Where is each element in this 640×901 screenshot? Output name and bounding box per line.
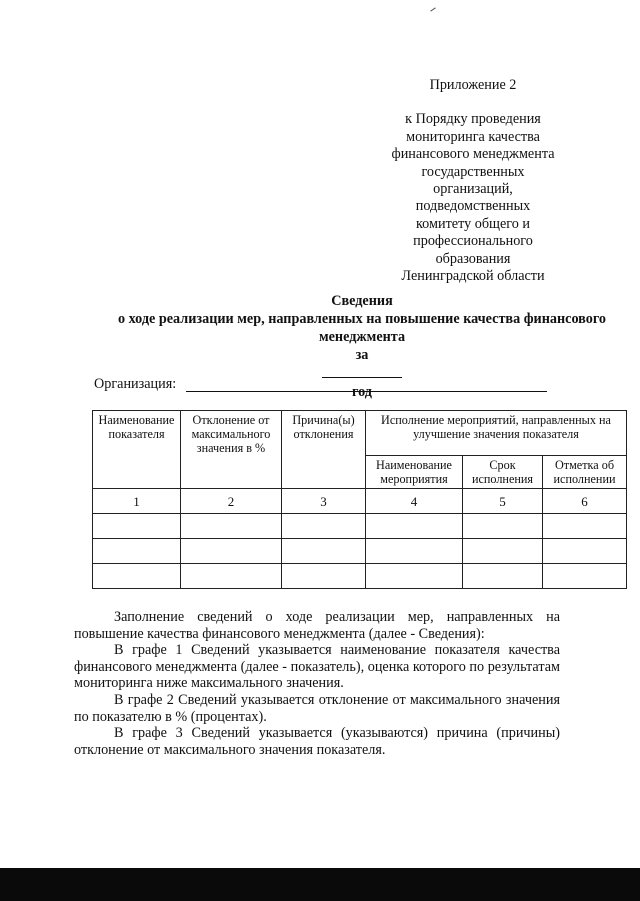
report-table: [92, 410, 627, 589]
header-deadline: Срок исполнения: [463, 456, 543, 489]
scan-mark: [430, 7, 435, 11]
appendix-line: мониторинга качества: [406, 128, 540, 145]
column-number: 5: [463, 489, 543, 514]
table-cell: [463, 514, 543, 539]
table-cell: [543, 539, 627, 564]
instructions-text: [74, 609, 560, 758]
table-cell: [181, 564, 282, 589]
instruction-paragraph: В графе 1 Сведений указывается наименование показателя качества финансового менеджмента (далее - показатель), оценка которого по результатам мониторинга ниже максимального значения.: [74, 642, 560, 692]
table-cell: [181, 539, 282, 564]
table-cell: [93, 564, 181, 589]
appendix-line: подведомственных: [415, 198, 531, 215]
column-number: 1: [93, 489, 181, 514]
organization-blank-line: [186, 391, 547, 392]
table-cell: [93, 514, 181, 539]
appendix-line: финансового менеджмента: [391, 146, 555, 163]
table-cell: [282, 564, 366, 589]
column-number: 3: [282, 489, 366, 514]
table-row: [93, 514, 627, 539]
instruction-paragraph: Заполнение сведений о ходе реализации мер, направленных на повышение качества финансового менеджмента (далее - Сведения):: [74, 609, 560, 642]
appendix-line: к Порядку проведения: [405, 111, 541, 128]
appendix-title: Приложение 2: [429, 77, 517, 93]
appendix-line: комитету общего и: [416, 215, 530, 232]
table-cell: [282, 539, 366, 564]
table-header-row: [93, 411, 627, 456]
table-cell: [543, 514, 627, 539]
appendix-line: государственных: [421, 163, 525, 180]
header-measure-name: Наименование мероприятия: [366, 456, 463, 489]
appendix-line: профессионального: [413, 233, 533, 250]
scan-bottom-edge: [0, 868, 640, 901]
appendix-line: Ленинградской области: [401, 268, 545, 285]
table-cell: [181, 514, 282, 539]
appendix-block: [380, 77, 566, 285]
instruction-paragraph: В графе 3 Сведений указывается (указываются) причина (причины) отклонение от максимального значения показателя.: [74, 725, 560, 758]
table-row: [93, 564, 627, 589]
period-prefix: за: [355, 347, 369, 363]
header-completion-mark: Отметка об исполнении: [543, 456, 627, 489]
table-row: [93, 539, 627, 564]
instruction-paragraph: В графе 2 Сведений указывается отклонение от максимального значения по показателю в % (процентах).: [74, 691, 560, 725]
table-cell: [282, 514, 366, 539]
period-suffix: год: [352, 384, 372, 400]
header-measures-group: Исполнение мероприятий, направленных на улучшение значения показателя: [366, 411, 627, 456]
table-cell: [366, 539, 463, 564]
table-cell: [366, 514, 463, 539]
table-cell: [366, 564, 463, 589]
column-number: 2: [181, 489, 282, 514]
header-reason: Причина(ы) отклонения: [282, 411, 366, 489]
appendix-line: организаций,: [433, 181, 513, 198]
header-deviation: Отклонение от максимального значения в %: [181, 411, 282, 489]
table-cell: [543, 564, 627, 589]
table-cell: [463, 564, 543, 589]
organization-label: Организация:: [94, 376, 177, 392]
organization-row: [94, 376, 554, 396]
header-indicator-name: Наименование показателя: [93, 411, 181, 489]
document-subtitle-line2: менеджмента: [318, 329, 406, 345]
document-subtitle-line1: о ходе реализации мер, направленных на повышение качества финансового: [117, 311, 607, 327]
column-number-row: [93, 489, 627, 514]
table-cell: [93, 539, 181, 564]
appendix-line: образования: [435, 250, 511, 267]
column-number: 6: [543, 489, 627, 514]
column-number: 4: [366, 489, 463, 514]
table-cell: [463, 539, 543, 564]
document-title: Сведения: [331, 293, 393, 309]
